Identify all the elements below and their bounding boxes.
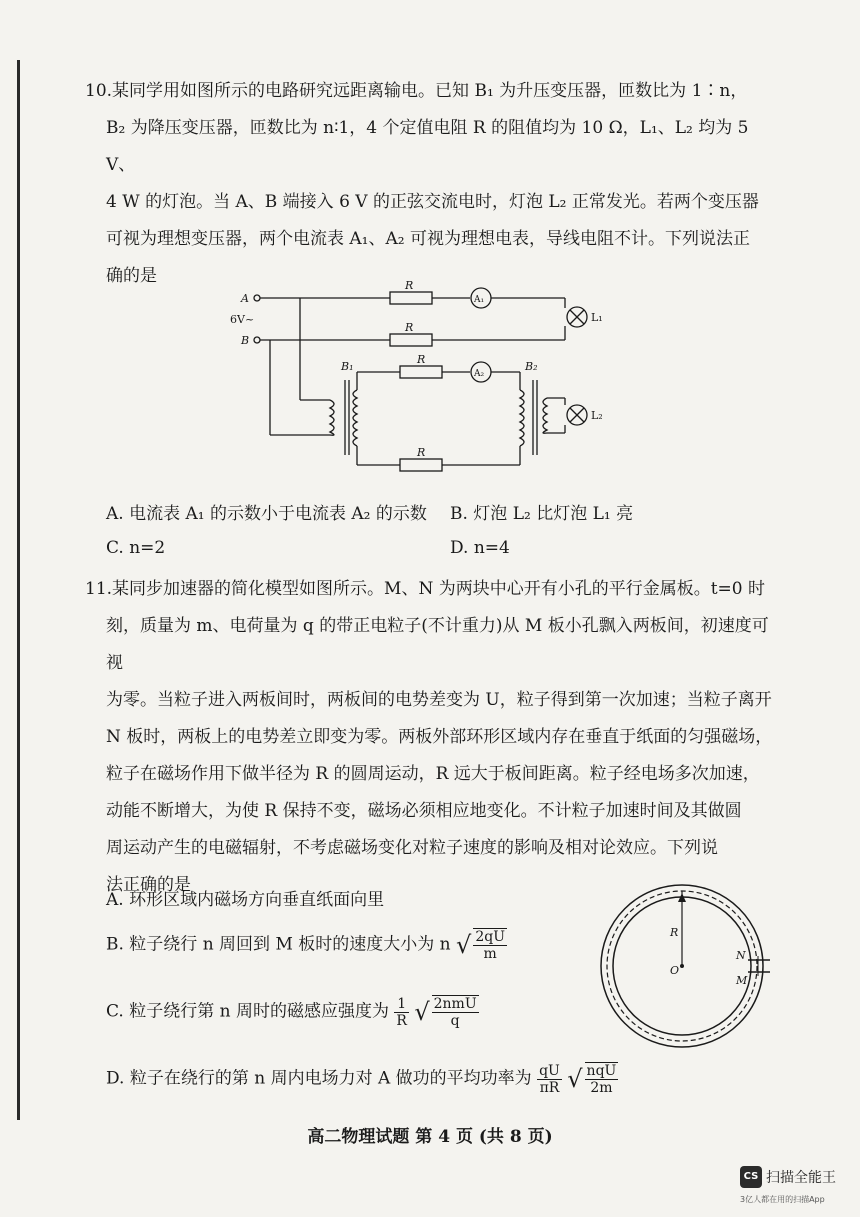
plate-m-label: M bbox=[736, 974, 748, 987]
sqrt-sign: √ bbox=[456, 931, 472, 959]
question-text-line: 确的是 bbox=[106, 266, 157, 286]
page-footer: 高二物理试题 第 4 页 (共 8 页) bbox=[307, 1127, 553, 1147]
option-text: D. 粒子在绕行的第 n 周内电场力对 A 做功的平均功率为 bbox=[106, 1068, 532, 1089]
fraction: $\frac{qU}{\pi R}$ bbox=[539, 1062, 560, 1096]
source-label: 6V~ bbox=[230, 313, 255, 326]
question-text-line: 粒子在磁场作用下做半径为 R 的圆周运动，R 远大于板间距离。粒子经电场多次加速， bbox=[106, 764, 760, 784]
sqrt-sign: √ bbox=[567, 1065, 583, 1093]
center-label: O bbox=[670, 964, 680, 977]
transformer-1-label: B₁ bbox=[341, 360, 354, 373]
circuit-diagram bbox=[225, 280, 625, 480]
fraction: $\frac{1}{R}$ bbox=[396, 995, 407, 1029]
sqrt-sign: √ bbox=[414, 998, 430, 1026]
resistor-label: R bbox=[405, 280, 414, 292]
q10-option-b[interactable]: B. 灯泡 L₂ 比灯泡 L₁ 亮 bbox=[450, 504, 634, 524]
scanner-tagline: 3亿人都在用的扫描App bbox=[740, 1195, 825, 1204]
question-text-line: 某同步加速器的简化模型如图所示。M、N 为两块中心开有小孔的平行金属板。t=0 时 bbox=[112, 579, 766, 599]
question-number: 10. bbox=[85, 81, 113, 101]
question-text-line: 法正确的是 bbox=[106, 875, 191, 895]
scanner-app-name: 扫描全能王 bbox=[766, 1170, 836, 1186]
question-number: 11. bbox=[85, 579, 113, 599]
question-10 bbox=[85, 73, 775, 295]
resistor-label: R bbox=[417, 353, 426, 366]
ammeter-1-label: A₁ bbox=[474, 295, 485, 305]
fraction: $\frac{\text{nqU}}{2m}$ bbox=[586, 1063, 617, 1096]
resistor-label: R bbox=[417, 446, 426, 459]
q11-option-c[interactable] bbox=[106, 995, 479, 1029]
question-text-line: B₂ 为降压变压器，匝数比为 n∶1，4 个定值电阻 R 的阻值均为 10 Ω，L₁、L₂ 均为 5 V、 bbox=[106, 118, 749, 175]
transformer-2-label: B₂ bbox=[525, 360, 538, 373]
question-text-line: 刻，质量为 m、电荷量为 q 的带正电粒子(不计重力)从 M 板小孔飘入两板间，初速度可视 bbox=[106, 616, 769, 673]
fraction: $\frac{2qU}{m}$ bbox=[475, 929, 505, 962]
plate-n-label: N bbox=[736, 949, 746, 962]
option-text: B. 粒子绕行 n 周回到 M 板时的速度大小为 n bbox=[106, 934, 451, 955]
question-text-line: 某同学用如图所示的电路研究远距离输电。已知 B₁ 为升压变压器，匝数比为 1∶n， bbox=[112, 81, 748, 101]
binding-margin-line bbox=[17, 60, 20, 1120]
lamp-1-label: L₁ bbox=[591, 311, 603, 324]
resistor-label: R bbox=[405, 321, 414, 334]
terminal-b-label: B bbox=[241, 334, 250, 347]
q11-option-d[interactable] bbox=[106, 1062, 618, 1096]
lamp-2-label: L₂ bbox=[591, 409, 603, 422]
q11-option-b[interactable] bbox=[106, 928, 507, 962]
scanner-logo-icon: CS bbox=[740, 1166, 762, 1188]
scanner-watermark bbox=[740, 1166, 836, 1188]
q10-option-c[interactable]: C. n=2 bbox=[106, 538, 166, 558]
question-text-line: 动能不断增大，为使 R 保持不变，磁场必须相应地变化。不计粒子加速时间及其做圆 bbox=[106, 801, 742, 821]
q10-option-d[interactable]: D. n=4 bbox=[450, 538, 510, 558]
question-text-line: 为零。当粒子进入两板间时，两板间的电势差变为 U，粒子得到第一次加速；当粒子离开 bbox=[106, 690, 772, 710]
accelerator-diagram bbox=[596, 880, 776, 1052]
ammeter-2-label: A₂ bbox=[474, 369, 485, 379]
question-11 bbox=[85, 571, 775, 904]
q10-option-a[interactable]: A. 电流表 A₁ 的示数小于电流表 A₂ 的示数 bbox=[106, 504, 427, 524]
q11-option-a[interactable]: A. 环形区域内磁场方向垂直纸面向里 bbox=[106, 890, 385, 910]
question-text-line: 可视为理想变压器，两个电流表 A₁、A₂ 可视为理想电表，导线电阻不计。下列说法正 bbox=[106, 229, 750, 249]
question-text-line: 周运动产生的电磁辐射，不考虑磁场变化对粒子速度的影响及相对论效应。下列说 bbox=[106, 838, 718, 858]
fraction: $\frac{\text{2nmU}}{q}$ bbox=[433, 996, 477, 1029]
question-text-line: 4 W 的灯泡。当 A、B 端接入 6 V 的正弦交流电时，灯泡 L₂ 正常发光。若两个变压器 bbox=[106, 192, 759, 212]
terminal-a-label: A bbox=[241, 292, 249, 305]
radius-label: R bbox=[670, 926, 679, 939]
question-text-line: N 板时，两板上的电势差立即变为零。两板外部环形区域内存在垂直于纸面的匀强磁场， bbox=[106, 727, 773, 747]
option-text: C. 粒子绕行第 n 周时的磁感应强度为 bbox=[106, 1001, 389, 1022]
